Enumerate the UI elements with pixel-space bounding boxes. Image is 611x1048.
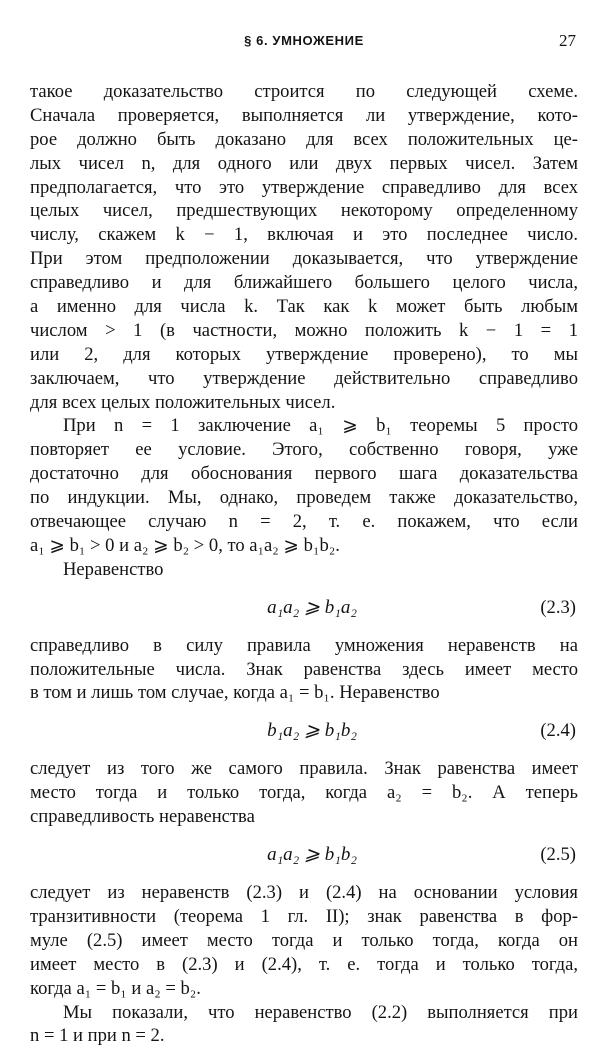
text-line: целых чисел, предшествующих некоторому определенному bbox=[30, 199, 578, 223]
text-line: При этом предположении доказывается, что утверждение bbox=[30, 247, 578, 271]
text-line: числу, скажем k − 1, включая и это последнее число. bbox=[30, 223, 578, 247]
text-line: лых чисел n, для одного или двух первых чисел. Затем bbox=[30, 152, 578, 176]
text-line: положительные числа. Знак равенства здесь имеет место bbox=[30, 658, 578, 682]
text-line: для всех целых положительных чисел. bbox=[30, 391, 578, 415]
text-line: Сначала проверяется, выполняется ли утверждение, кото- bbox=[30, 104, 578, 128]
text-line: следует из неравенств (2.3) и (2.4) на основании условия bbox=[30, 881, 578, 905]
text-line: справедливо и для ближайшего большего целого числа, bbox=[30, 271, 578, 295]
paragraph-same-rule bbox=[30, 757, 578, 829]
text-line: a₁ ⩾ b₁ > 0 и a₂ ⩾ b₂ > 0, то a₁a₂ ⩾ b₁b₂. bbox=[30, 534, 578, 558]
text-line: отвечающее случаю n = 2, т. е. покажем, что если bbox=[30, 510, 578, 534]
text-line: повторяет ее условие. Этого, собственно говоря, уже bbox=[30, 438, 578, 462]
text-line: а именно для числа k. Так как k может быть любым bbox=[30, 295, 578, 319]
text-line: При n = 1 заключение a₁ ⩾ b₁ теоремы 5 просто bbox=[30, 414, 578, 438]
text-line: достаточно для обоснования первого шага доказательства bbox=[30, 462, 578, 486]
text-line: такое доказательство строится по следующей схеме. bbox=[30, 80, 578, 104]
paragraph-conclusion bbox=[30, 1001, 578, 1048]
text-line: транзитивности (теорема 1 гл. II); знак равенства в фор- bbox=[30, 905, 578, 929]
text-line: предполагается, что это утверждение справедливо для всех bbox=[30, 176, 578, 200]
text-line: место тогда и только тогда, когда a₂ = b₂. А теперь bbox=[30, 781, 578, 805]
text-line: заключаем, что утверждение действительно справедливо bbox=[30, 367, 578, 391]
page-header bbox=[30, 28, 578, 62]
text-line: Неравенство bbox=[30, 558, 578, 582]
text-line: по индукции. Мы, однако, проведем также доказательство, bbox=[30, 486, 578, 510]
text-line: следует из того же самого правила. Знак равенства имеет bbox=[30, 757, 578, 781]
text-line: справедливо в силу правила умножения неравенств на bbox=[30, 634, 578, 658]
text-line: рое должно быть доказано для всех положительных це- bbox=[30, 128, 578, 152]
paragraph-inequality-intro bbox=[30, 558, 578, 582]
paragraph-case-n2 bbox=[30, 414, 578, 557]
text-line: Мы показали, что неравенство (2.2) выполняется при bbox=[30, 1001, 578, 1025]
paragraph-multiplication-rule bbox=[30, 634, 578, 706]
text-line: справедливость неравенства bbox=[30, 805, 578, 829]
equation-number: (2.5) bbox=[540, 843, 576, 867]
text-line: имеет место в (2.3) и (2.4), т. е. тогда и только тогда, bbox=[30, 953, 578, 977]
equation-2-4 bbox=[30, 705, 578, 757]
text-line: муле (2.5) имеет место тогда и только тогда, когда он bbox=[30, 929, 578, 953]
equation-formula: b₁a₂ ⩾ b₁b₂ bbox=[267, 719, 357, 743]
paragraph-induction-scheme bbox=[30, 80, 578, 414]
equation-formula: a₁a₂ ⩾ b₁b₂ bbox=[267, 843, 357, 867]
equation-number: (2.3) bbox=[540, 596, 576, 620]
text-line: числом > 1 (в частности, можно положить k − 1 = 1 bbox=[30, 319, 578, 343]
equation-2-5 bbox=[30, 829, 578, 881]
paragraph-transitivity bbox=[30, 881, 578, 1000]
text-line: когда a₁ = b₁ и a₂ = b₂. bbox=[30, 977, 578, 1001]
equation-formula: a₁a₂ ⩾ b₁a₂ bbox=[267, 596, 357, 620]
text-line: в том и лишь том случае, когда a₁ = b₁. Неравенство bbox=[30, 681, 578, 705]
page-number: 27 bbox=[559, 31, 576, 51]
text-line: или 2, для которых утверждение проверено), то мы bbox=[30, 343, 578, 367]
section-title: § 6. УМНОЖЕНИЕ bbox=[30, 33, 578, 48]
page-body bbox=[30, 80, 578, 1048]
book-page bbox=[30, 28, 578, 1048]
equation-number: (2.4) bbox=[540, 719, 576, 743]
equation-2-3 bbox=[30, 582, 578, 634]
text-line: n = 1 и при n = 2. bbox=[30, 1024, 578, 1048]
